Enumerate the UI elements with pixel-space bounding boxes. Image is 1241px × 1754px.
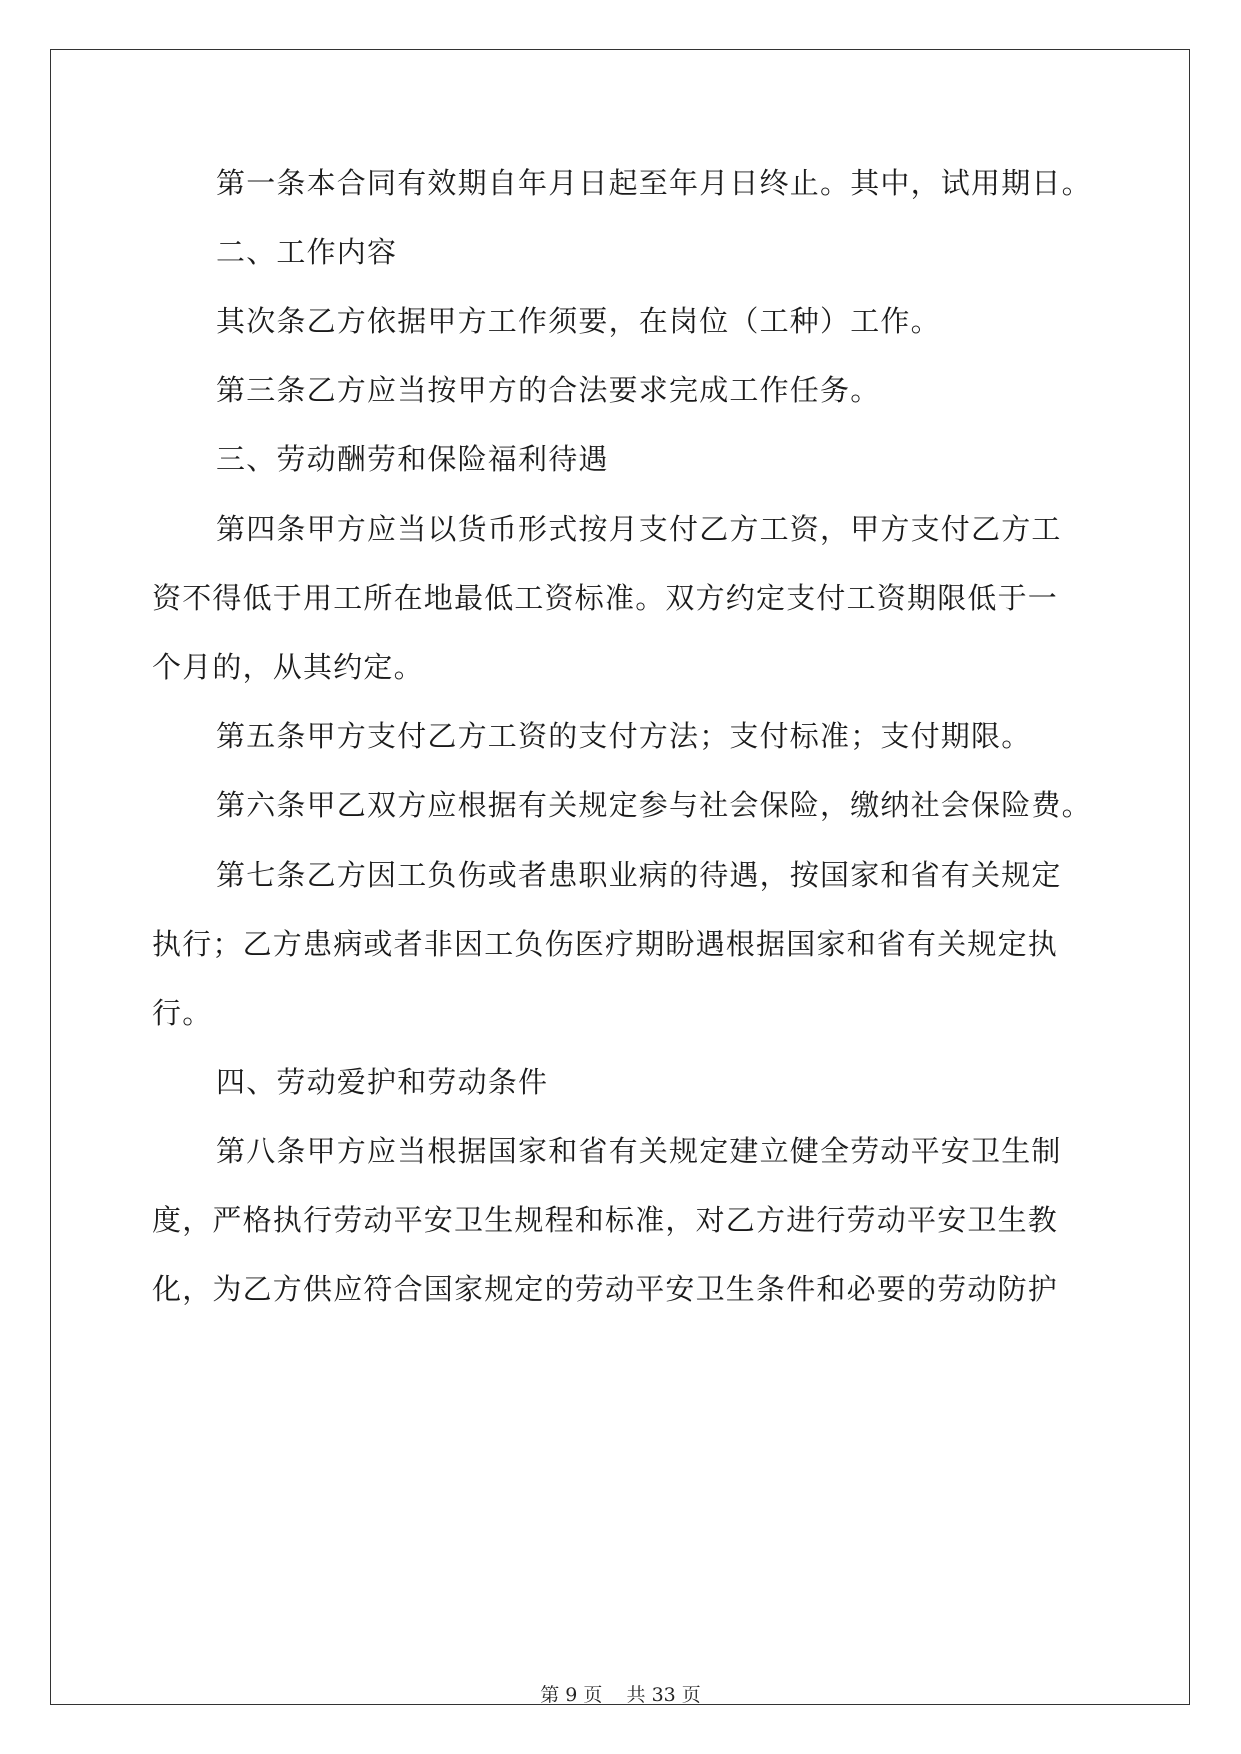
paragraph-line: 其次条乙方依据甲方工作须要，在岗位（工种）工作。	[216, 304, 941, 338]
paragraph-line: 第六条甲乙双方应根据有关规定参与社会保险，缴纳社会保险费。	[216, 788, 1092, 822]
paragraph-line: 第三条乙方应当按甲方的合法要求完成工作任务。	[216, 373, 881, 407]
paragraph-line: 第五条甲方支付乙方工资的支付方法；支付标准；支付期限。	[216, 719, 1032, 753]
section-heading: 四、劳动爱护和劳动条件	[216, 1065, 549, 1099]
paragraph-line: 第四条甲方应当以货币形式按月支付乙方工资，甲方支付乙方工	[216, 512, 1062, 546]
paragraph-line: 化，为乙方供应符合国家规定的劳动平安卫生条件和必要的劳动防护	[152, 1272, 1059, 1306]
section-heading: 三、劳动酬劳和保险福利待遇	[216, 442, 609, 476]
paragraph-line: 第八条甲方应当根据国家和省有关规定建立健全劳动平安卫生制	[216, 1134, 1062, 1168]
paragraph-line: 资不得低于用工所在地最低工资标准。双方约定支付工资期限低于一	[152, 581, 1059, 615]
paragraph-line: 第七条乙方因工负伤或者患职业病的待遇，按国家和省有关规定	[216, 858, 1062, 892]
paragraph-line: 第一条本合同有效期自年月日起至年月日终止。其中，试用期日。	[216, 166, 1092, 200]
paragraph-line: 行。	[152, 996, 213, 1030]
paragraph-line: 度，严格执行劳动平安卫生规程和标准，对乙方进行劳动平安卫生教	[152, 1203, 1059, 1237]
section-heading: 二、工作内容	[216, 235, 398, 269]
paragraph-line: 执行；乙方患病或者非因工负伤医疗期盼遇根据国家和省有关规定执	[152, 927, 1059, 961]
page-footer: 第 9 页 共 33 页	[540, 1684, 701, 1706]
paragraph-line: 个月的，从其约定。	[152, 650, 424, 684]
